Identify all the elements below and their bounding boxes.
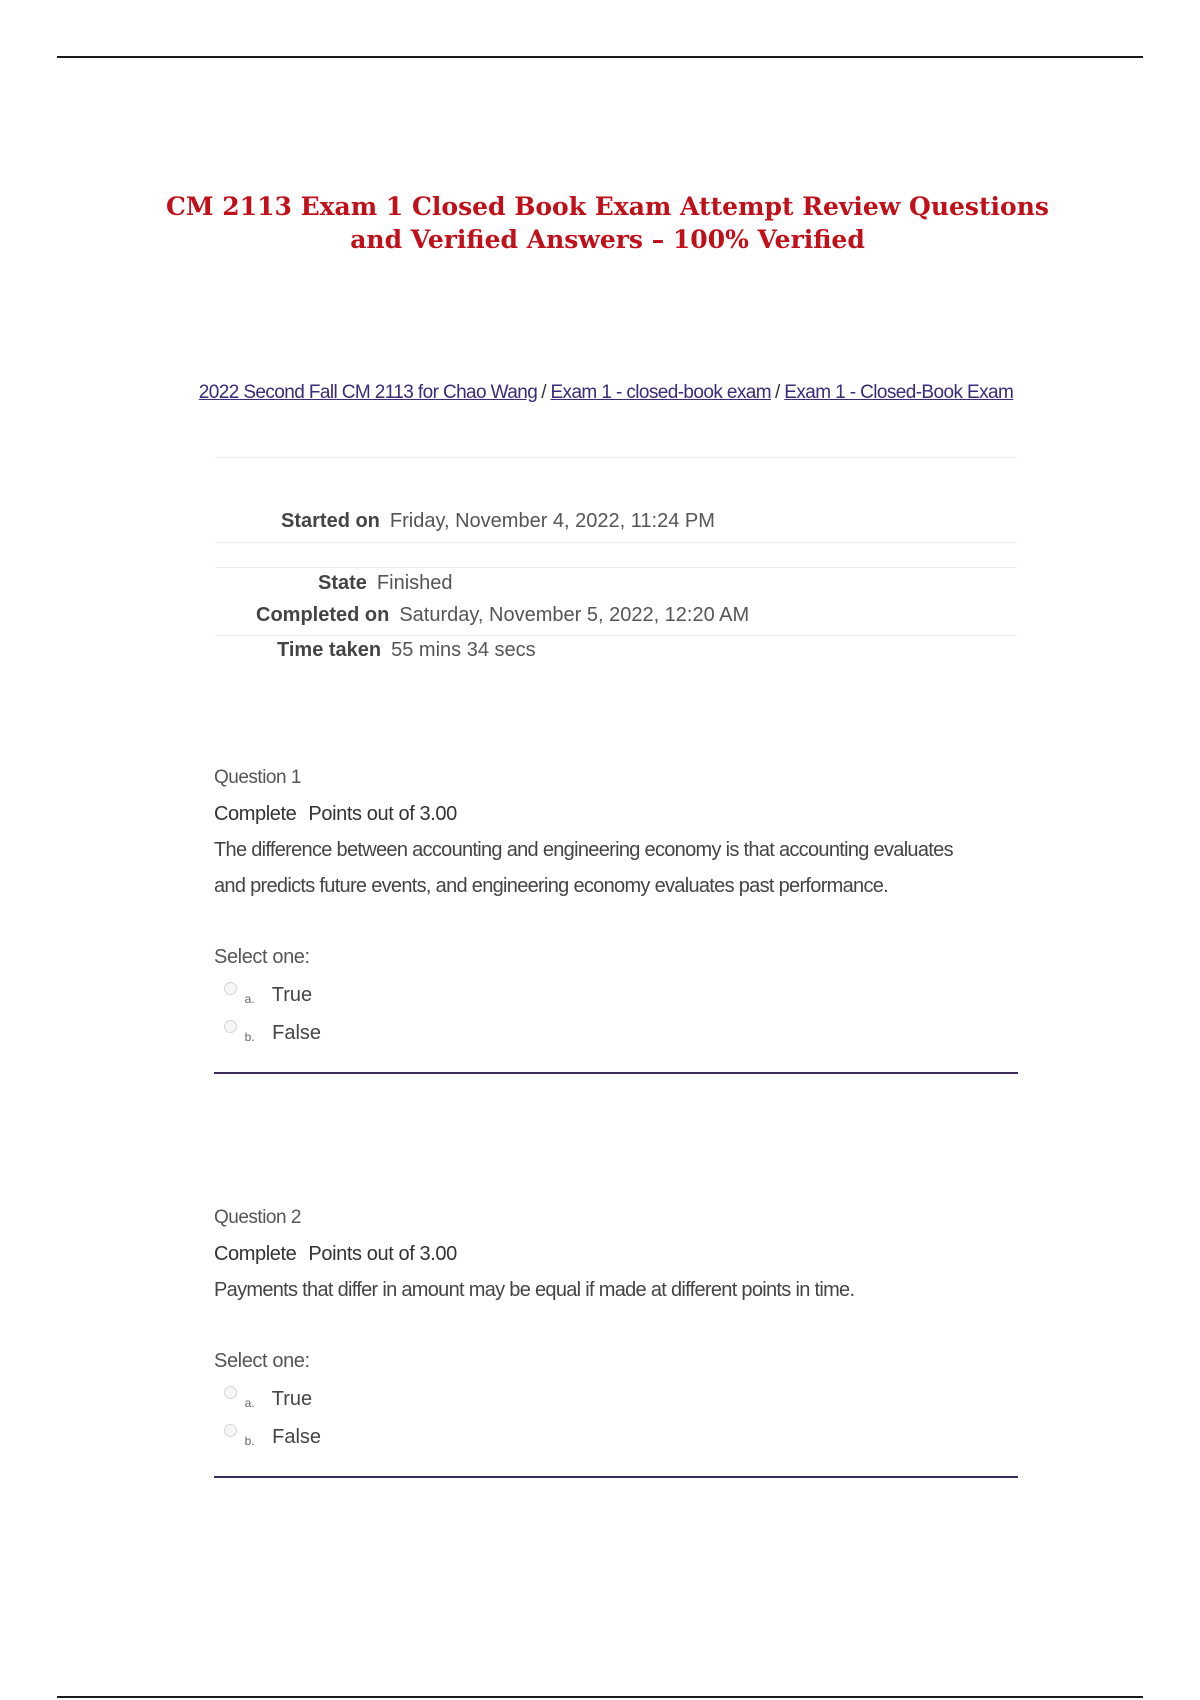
- completed-value: Saturday, November 5, 2022, 12:20 AM: [399, 604, 750, 626]
- started-label: Started on: [281, 510, 380, 532]
- summary-divider: [215, 457, 1017, 458]
- select-one-prompt: Select one:: [214, 1350, 310, 1372]
- answer-option-a[interactable]: [214, 976, 1018, 1014]
- top-rule: [57, 56, 1143, 58]
- option-letter: b.: [244, 1030, 255, 1044]
- radio-button-icon[interactable]: [224, 982, 237, 995]
- radio-button-icon[interactable]: [224, 1424, 237, 1437]
- breadcrumb-exam-link[interactable]: Exam 1 - Closed-Book Exam: [784, 382, 1014, 403]
- time-taken-value: 55 mins 34 secs: [391, 639, 536, 661]
- question-meta: [214, 796, 1018, 832]
- option-label: False: [272, 1426, 322, 1448]
- breadcrumb-exam-section-link[interactable]: Exam 1 - closed-book exam: [550, 382, 771, 403]
- question-status: Complete: [214, 1243, 297, 1265]
- question-points: Points out of 3.00: [308, 1243, 457, 1265]
- breadcrumb-separator: /: [774, 382, 781, 403]
- answer-option-a[interactable]: [214, 1380, 1018, 1418]
- summary-row-state: [318, 572, 453, 595]
- summary-divider: [215, 542, 1017, 543]
- option-letter: a.: [244, 1396, 255, 1410]
- option-label: False: [272, 1022, 322, 1044]
- summary-divider: [215, 567, 1017, 568]
- summary-row-time: [277, 639, 536, 662]
- select-one-prompt: Select one:: [214, 946, 310, 968]
- radio-button-icon[interactable]: [224, 1020, 237, 1033]
- question-points: Points out of 3.00: [308, 803, 457, 825]
- breadcrumb: [60, 382, 1152, 404]
- radio-button-icon[interactable]: [224, 1386, 237, 1399]
- answer-option-b[interactable]: [214, 1418, 1018, 1456]
- document-title: CM 2113 Exam 1 Closed Book Exam Attempt Review Questions and Verified Answers – 100% Verified: [166, 192, 1049, 254]
- breadcrumb-course-link[interactable]: 2022 Second Fall CM 2113 for Chao Wang: [198, 382, 538, 403]
- option-label: True: [271, 984, 313, 1006]
- question-meta: [214, 1236, 1018, 1272]
- question-number: Question 2: [214, 1207, 301, 1228]
- option-letter: a.: [244, 992, 255, 1006]
- time-taken-label: Time taken: [277, 639, 382, 661]
- question-divider: [214, 1072, 1018, 1074]
- option-letter: b.: [244, 1434, 255, 1448]
- question-divider: [214, 1476, 1018, 1478]
- summary-row-started: [281, 510, 715, 533]
- question-number: Question 1: [214, 767, 301, 788]
- answer-option-b[interactable]: [214, 1014, 1018, 1052]
- question-text: The difference between accounting and engineering economy is that accounting evaluates and predicts future events, and engineering economy evaluates past performance.: [214, 839, 953, 897]
- started-value: Friday, November 4, 2022, 11:24 PM: [389, 510, 715, 532]
- completed-label: Completed on: [256, 604, 390, 626]
- summary-row-completed: [256, 604, 749, 627]
- question-status: Complete: [214, 803, 297, 825]
- question-1: [214, 760, 1018, 1074]
- question-text: Payments that differ in amount may be equal if made at different points in time.: [214, 1279, 855, 1301]
- state-value: Finished: [376, 572, 453, 594]
- state-label: State: [318, 572, 367, 594]
- bottom-rule: [57, 1696, 1143, 1698]
- option-label: True: [271, 1388, 313, 1410]
- summary-divider: [215, 635, 1017, 636]
- question-2: [214, 1200, 1018, 1478]
- breadcrumb-separator: /: [541, 382, 547, 403]
